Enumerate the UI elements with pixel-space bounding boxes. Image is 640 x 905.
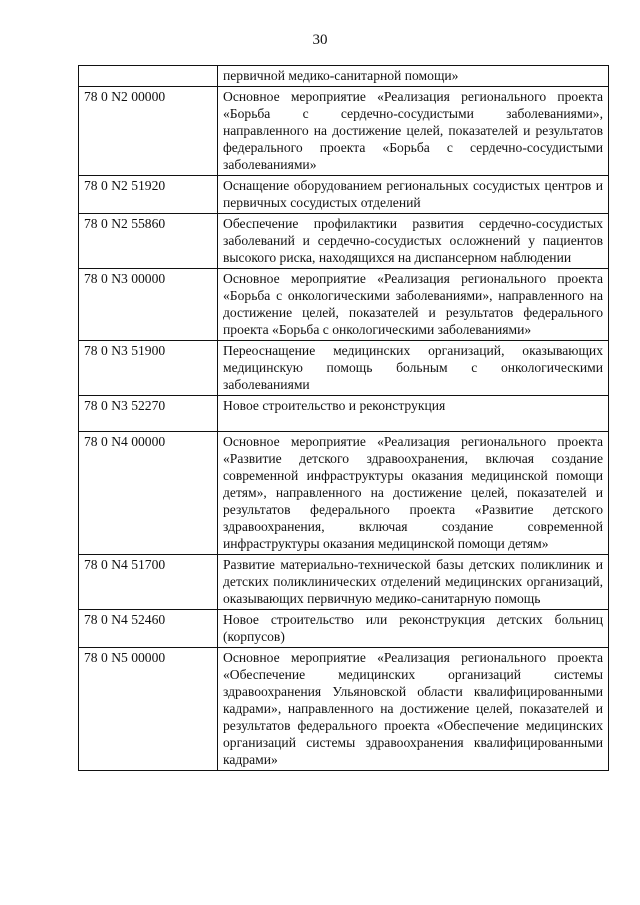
row-code: 78 0 N4 52460	[79, 610, 218, 648]
table-row	[79, 648, 609, 771]
table-row	[79, 555, 609, 610]
row-code: 78 0 N5 00000	[79, 648, 218, 771]
row-description: Основное мероприятие «Реализация регионального проекта «Обеспечение медицинских организаций системы здравоохранения Ульяновской области квалифицированными кадрами», направленного на достижение целей, показателей и результатов федерального проекта «Обеспечение медицинских организаций системы здравоохранения квалифицированными кадрами»	[218, 648, 609, 771]
row-description: Развитие материально-технической базы детских поликлиник и детских поликлинических отделений медицинских организаций, оказывающих первичную медико-санитарную помощь	[218, 555, 609, 610]
table-row	[79, 176, 609, 214]
row-code: 78 0 N4 00000	[79, 432, 218, 555]
table-row	[79, 87, 609, 176]
table-row	[79, 432, 609, 555]
row-description: Оснащение оборудованием региональных сосудистых центров и первичных сосудистых отделений	[218, 176, 609, 214]
row-description: Основное мероприятие «Реализация регионального проекта «Борьба с онкологическими заболеваниями», направленного на достижение целей, показателей и результатов федерального проекта «Борьба с онкологическими заболеваниями»	[218, 269, 609, 341]
row-description: Основное мероприятие «Реализация регионального проекта «Борьба с сердечно-сосудистыми заболеваниями», направленного на достижение целей, показателей и результатов федерального проекта «Борьба с сердечно-сосудистыми заболеваниями»	[218, 87, 609, 176]
row-code: 78 0 N3 51900	[79, 341, 218, 396]
table-row	[79, 396, 609, 432]
row-description: Новое строительство и реконструкция	[218, 396, 609, 432]
row-code: 78 0 N4 51700	[79, 555, 218, 610]
row-description: Обеспечение профилактики развития сердечно-сосудистых заболеваний и сердечно-сосудистых осложнений у пациентов высокого риска, находящихся на диспансерном наблюдении	[218, 214, 609, 269]
row-description: Переоснащение медицинских организаций, оказывающих медицинскую помощь больным с онкологическими заболеваниями	[218, 341, 609, 396]
table-row	[79, 66, 609, 87]
row-code: 78 0 N2 51920	[79, 176, 218, 214]
row-code: 78 0 N3 00000	[79, 269, 218, 341]
row-code: 78 0 N2 00000	[79, 87, 218, 176]
budget-classification-table	[78, 65, 609, 771]
page-number: 30	[312, 32, 328, 48]
row-code: 78 0 N3 52270	[79, 396, 218, 432]
row-description: Основное мероприятие «Реализация регионального проекта «Развитие детского здравоохранения, включая создание современной инфраструктуры оказания медицинской помощи детям», направленного на достижение целей, показателей и результатов федерального проекта «Развитие детского здравоохранения, включая создание современной инфраструктуры оказания медицинской помощи детям»	[218, 432, 609, 555]
table-row	[79, 269, 609, 341]
row-code	[79, 66, 218, 87]
table-row	[79, 214, 609, 269]
row-description: Новое строительство или реконструкция детских больниц (корпусов)	[218, 610, 609, 648]
table-row	[79, 341, 609, 396]
row-description: первичной медико-санитарной помощи»	[218, 66, 609, 87]
table-row	[79, 610, 609, 648]
row-code: 78 0 N2 55860	[79, 214, 218, 269]
